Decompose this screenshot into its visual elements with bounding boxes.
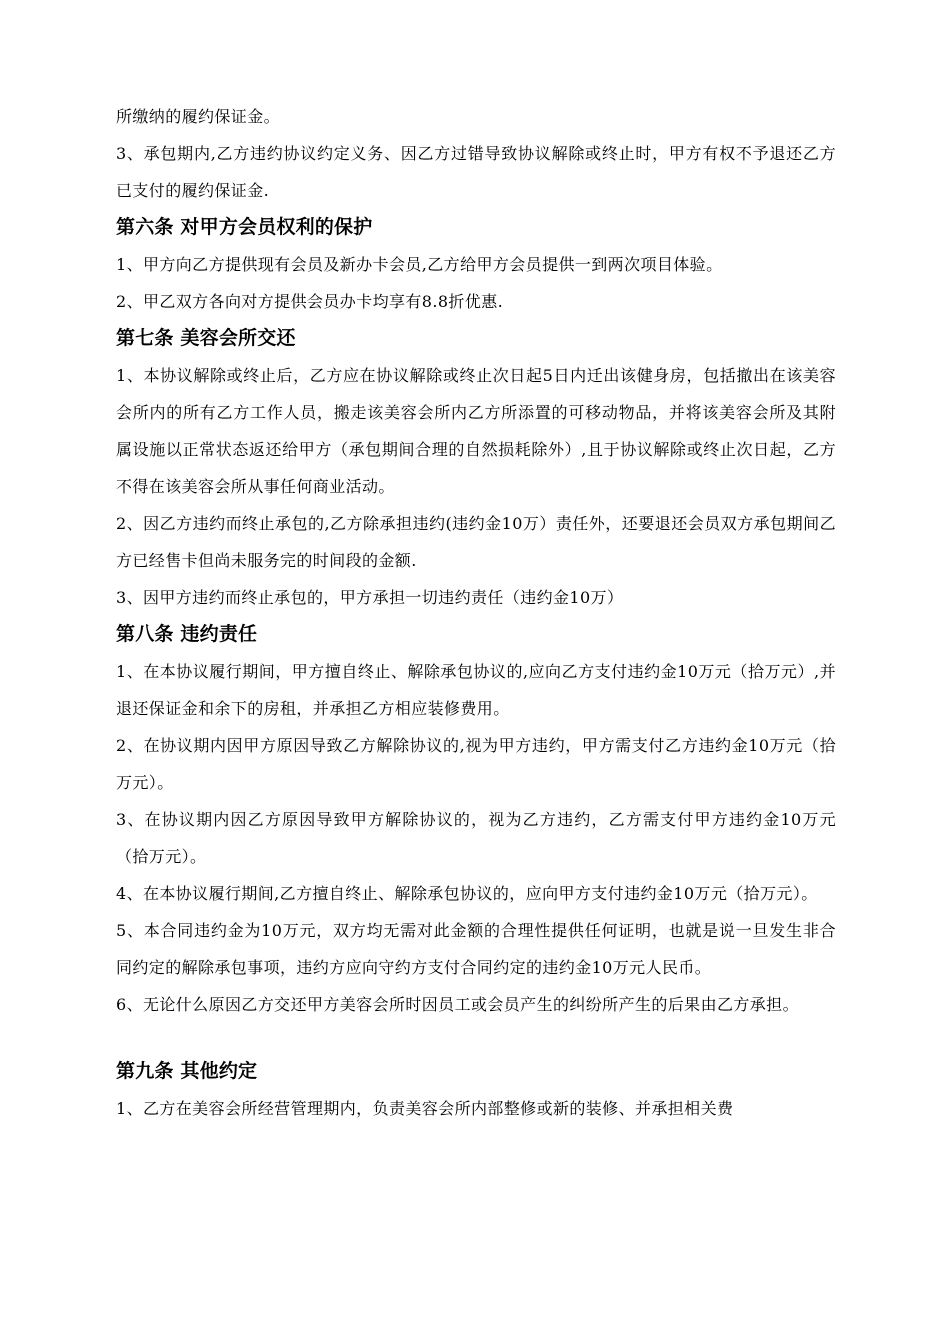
section-heading: 第八条 违约责任 [116,623,258,645]
section-heading: 第七条 美容会所交还 [116,327,296,349]
paragraph: 1、在本协议履行期间，甲方擅自终止、解除承包协议的,应向乙方支付违约金10万元（拾万元）,并退还保证金和余下的房租，并承担乙方相应装修费用。 [116,662,836,718]
paragraph: 所缴纳的履约保证金。 [116,107,281,126]
paragraph: 6、无论什么原因乙方交还甲方美容会所时因员工或会员产生的纠纷所产生的后果由乙方承担。 [116,995,799,1014]
paragraph: 2、甲乙双方各向对方提供会员办卡均享有8.8折优惠. [116,292,504,311]
paragraph: 3、在协议期内因乙方原因导致甲方解除协议的，视为乙方违约，乙方需支付甲方违约金10万元（拾万元）。 [116,810,836,866]
paragraph: 3、因甲方违约而终止承包的，甲方承担一切违约责任（违约金10万） [116,588,624,607]
section-heading: 第六条 对甲方会员权利的保护 [116,216,373,238]
paragraph: 5、本合同违约金为10万元，双方均无需对此金额的合理性提供任何证明，也就是说一旦发生非合同约定的解除承包事项，违约方应向守约方支付合同约定的违约金10万元人民币。 [116,921,836,977]
paragraph: 3、承包期内,乙方违约协议约定义务、因乙方过错导致协议解除或终止时，甲方有权不予退还乙方已支付的履约保证金. [116,144,836,200]
blank-gap [116,1023,836,1053]
paragraph: 1、乙方在美容会所经营管理期内，负责美容会所内部整修或新的装修、并承担相关费 [116,1099,734,1118]
document-body [116,98,836,1127]
paragraph: 2、在协议期内因甲方原因导致乙方解除协议的,视为甲方违约，甲方需支付乙方违约金10万元（拾万元）。 [116,736,836,792]
paragraph: 4、在本协议履行期间,乙方擅自终止、解除承包协议的，应向甲方支付违约金10万元（拾万元）。 [116,884,818,903]
section-heading: 第九条 其他约定 [116,1060,258,1082]
paragraph: 1、甲方向乙方提供现有会员及新办卡会员,乙方给甲方会员提供一到两次项目体验。 [116,255,723,274]
paragraph: 2、因乙方违约而终止承包的,乙方除承担违约(违约金10万）责任外，还要退还会员双方承包期间乙方已经售卡但尚未服务完的时间段的金额. [116,514,836,570]
paragraph: 1、本协议解除或终止后，乙方应在协议解除或终止次日起5日内迁出该健身房，包括撤出在该美容会所内的所有乙方工作人员，搬走该美容会所内乙方所添置的可移动物品，并将该美容会所及其附属设施以正常状态返还给甲方（承包期间合理的自然损耗除外）,且于协议解除或终止次日起，乙方不得在该美容会所从事任何商业活动。 [116,366,836,496]
